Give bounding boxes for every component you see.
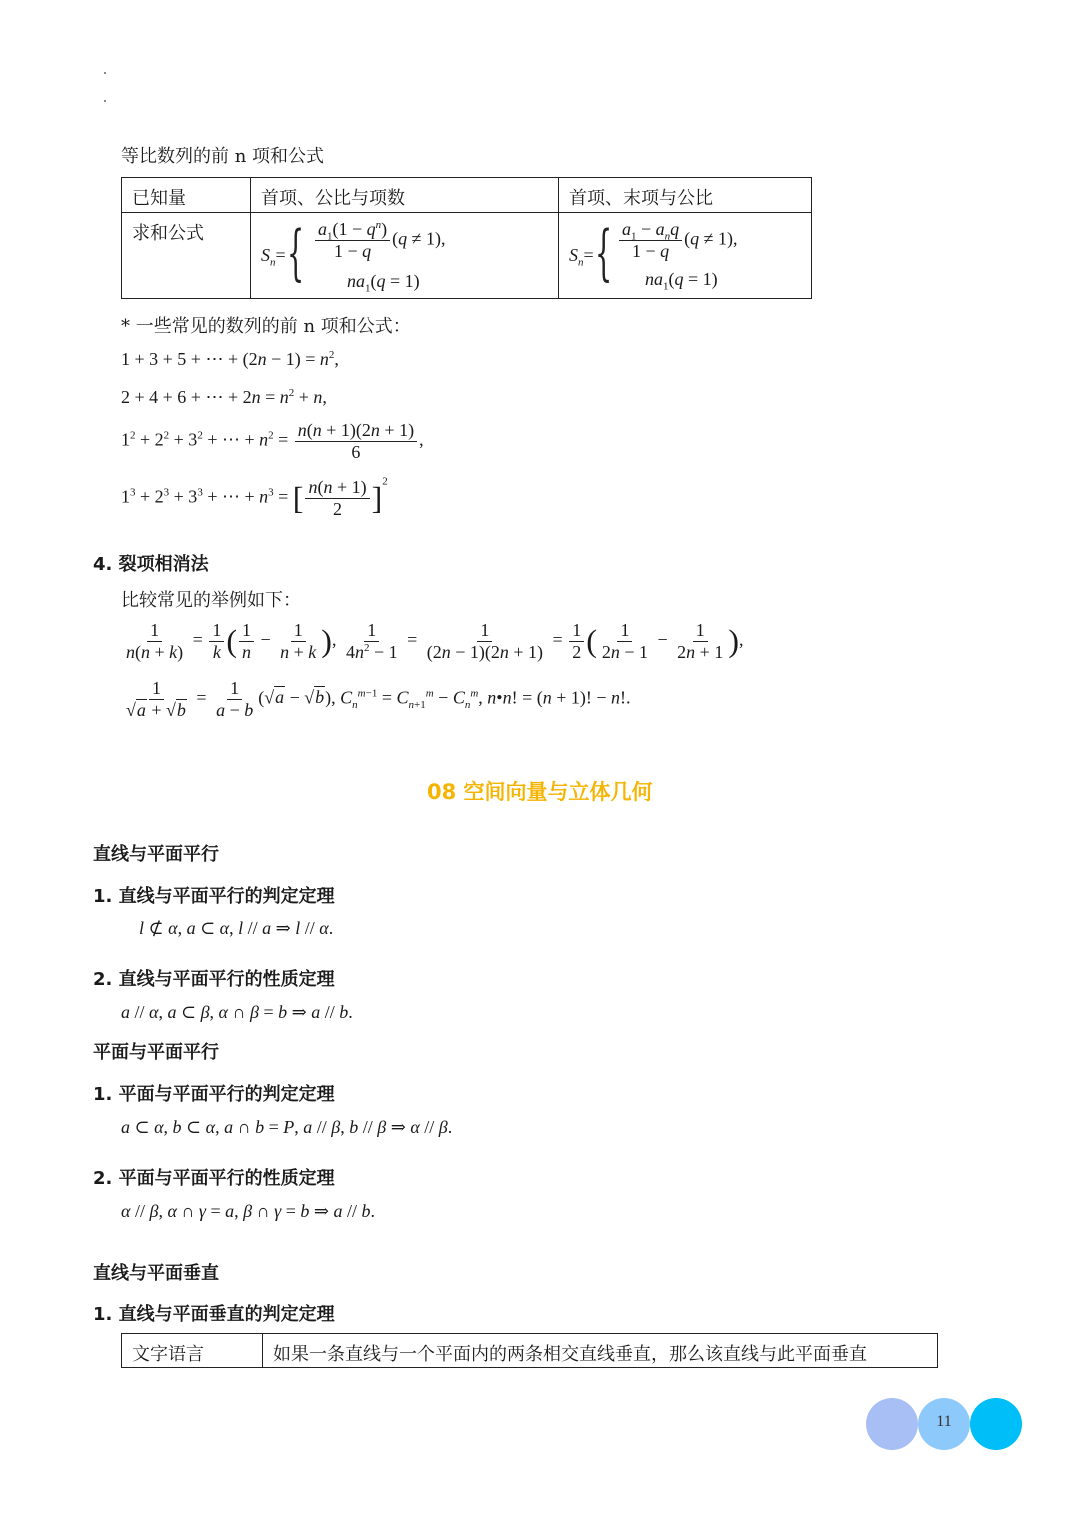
table-cell-formula-2	[558, 212, 812, 299]
section-4-intro: 比较常见的举例如下：	[121, 590, 301, 611]
ppp-theorem-1-heading: 1. 平面与平面平行的判定定理	[93, 1084, 335, 1105]
table-cell	[121, 1333, 263, 1368]
geometric-sum-caption: 等比数列的前 n 项和公式	[121, 146, 325, 167]
scan-dot	[104, 72, 106, 74]
formula-partial-fractions: $\frac{1}{n(n + k)}$ = $\frac{1}{k}$ ( $\frac{1}{n}$ − $\frac{1}{n + k}$ ), $\frac{1}{4n^2 - 1}$ = $\frac{1}{(2n - 1)(2n + 1)}$ = $\frac{1}{2}$ ( $\frac{1}{2n - 1}$ − $\frac{1}{2n + 1}$ ),	[126, 620, 744, 662]
ppp-theorem-1-formula: a ⊂ α, b ⊂ α, a ∩ b = P, a // β, b // β ⇒ α // β.	[121, 1117, 453, 1137]
formula-radical-and-combination: $\frac{1}{√a + √b}$ = $\frac{1}{a - b}$ (√a − √b), $C_n^{m-1} = C_{n+1}^m - C_n^m$, n•n! = (n + 1)! − n!.	[126, 678, 631, 720]
brace: {	[595, 218, 613, 288]
scan-dot	[104, 100, 106, 102]
formula-sn: $S_n=$	[261, 245, 286, 269]
table-cell	[558, 177, 812, 213]
section-08-title: 08 空间向量与立体几何	[427, 780, 653, 804]
pager-circle-right	[970, 1398, 1022, 1450]
brace: {	[287, 218, 305, 288]
pager-circle-left	[866, 1398, 918, 1450]
formula-case-1: $\frac{a_1(1 - q^n)}{1 - q}$ (q ≠ 1),	[313, 219, 446, 261]
formula-cube-sum: $1^3 + 2^3 + 3^3$ + ⋯ + $n^3$ = [ $\frac{n(n + 1)}{2}$ ]$^2$	[121, 475, 388, 519]
lpp-theorem-2-formula: a // α, a ⊂ β, α ∩ β = b ⇒ a // b.	[121, 1002, 353, 1022]
plane-plane-parallel-heading: 平面与平面平行	[93, 1042, 219, 1063]
table-header-known: 已知量	[132, 188, 186, 209]
table-label-verbal: 文字语言	[132, 1344, 204, 1365]
lpv-theorem-1-heading: 1. 直线与平面垂直的判定定理	[93, 1304, 335, 1325]
line-plane-parallel-heading: 直线与平面平行	[93, 844, 219, 865]
ppp-theorem-2-heading: 2. 平面与平面平行的性质定理	[93, 1168, 335, 1189]
table-cell	[121, 177, 251, 213]
table-cell	[250, 177, 559, 213]
section-4-heading: 4. 裂项相消法	[93, 554, 209, 575]
formula-sn: $S_n=$	[569, 245, 594, 269]
formula-square-sum: $1^2 + 2^2 + 3^2$ + ⋯ + $n^2$ = $\frac{n(n + 1)(2n + 1)}{6}$ ,	[121, 420, 424, 462]
page-number: 11	[936, 1413, 952, 1430]
table-verbal-statement: 如果一条直线与一个平面内的两条相交直线垂直，那么该直线与此平面垂直	[273, 1344, 867, 1365]
line-plane-perp-heading: 直线与平面垂直	[93, 1263, 219, 1284]
ppp-theorem-2-formula: α // β, α ∩ γ = a, β ∩ γ = b ⇒ a // b.	[121, 1201, 375, 1221]
table-cell-formula-1	[250, 212, 559, 299]
lpp-theorem-2-heading: 2. 直线与平面平行的性质定理	[93, 969, 335, 990]
formula-odd-sum: 1 + 3 + 5 + ⋯ + $(2n - 1) = n^2$,	[121, 349, 339, 369]
table-header-col2: 首项、公比与项数	[261, 188, 405, 209]
common-formulas-note: * 一些常见的数列的前 n 项和公式：	[121, 316, 411, 337]
formula-case-2: $na_1(q = 1)$	[645, 269, 718, 293]
formula-even-sum: 2 + 4 + 6 + ⋯ + $2n = n^2 + n$,	[121, 387, 327, 407]
table-row-label: 求和公式	[132, 223, 204, 244]
table-cell	[262, 1333, 938, 1368]
table-cell	[121, 212, 251, 299]
lpp-theorem-1-heading: 1. 直线与平面平行的判定定理	[93, 886, 335, 907]
formula-case-1: $\frac{a_1 - a_nq}{1 - q}$ (q ≠ 1),	[617, 219, 738, 261]
lpp-theorem-1-formula: l ⊄ α, a ⊂ α, l // a ⇒ l // α.	[139, 918, 334, 938]
formula-case-2: $na_1(q = 1)$	[347, 271, 420, 295]
table-header-col3: 首项、末项与公比	[569, 188, 713, 209]
